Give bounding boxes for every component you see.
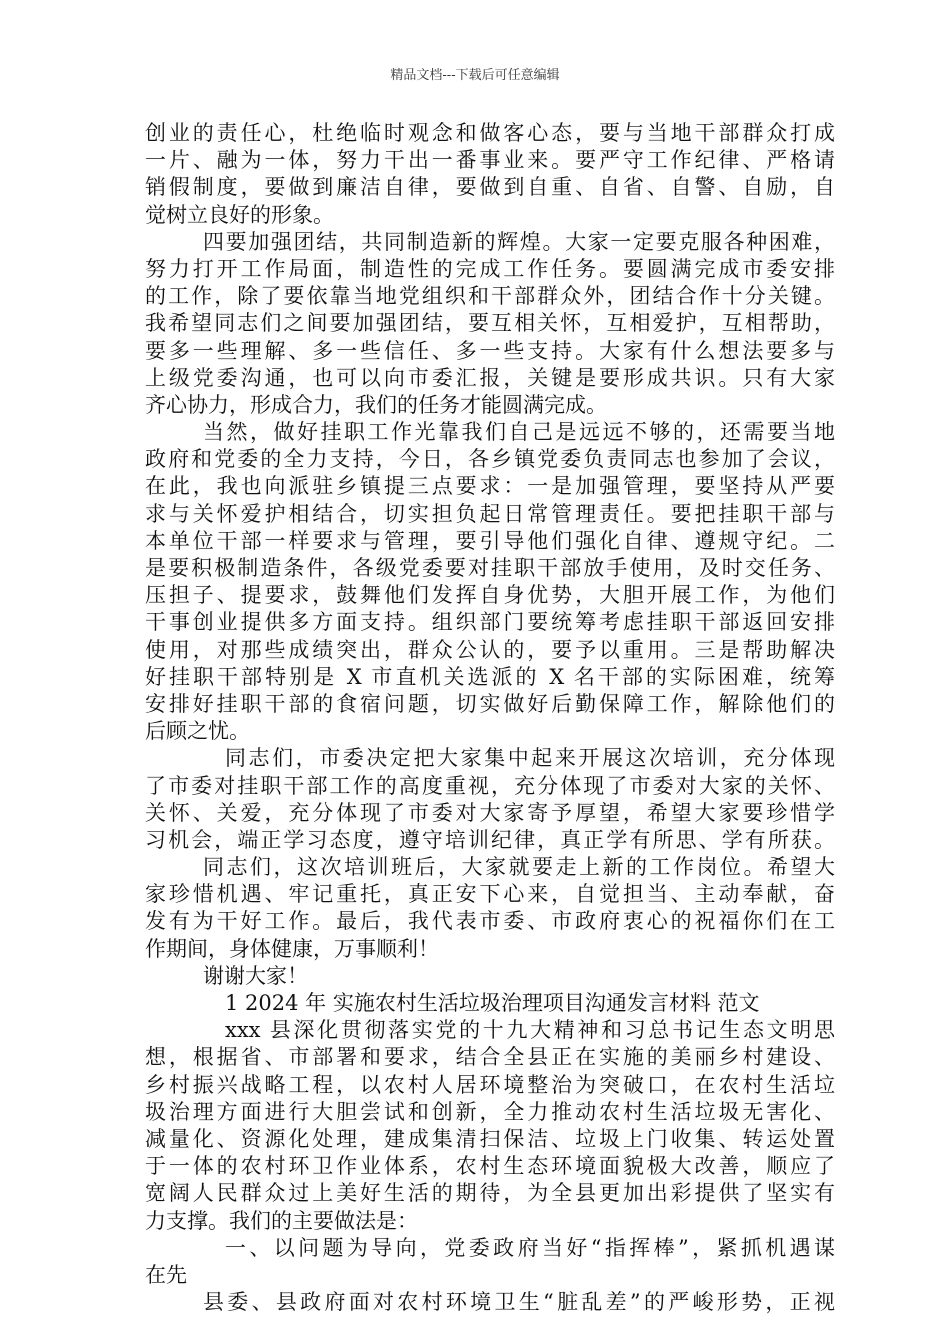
text-line: 想，根据省、市部署和要求，结合全县正在实施的美丽乡村建设、 (145, 1045, 835, 1070)
text-line: 我希望同志们之间要加强团结，要互相关怀，互相爱护，互相帮助， (145, 311, 835, 336)
paragraph-start-line: 同志们，市委决定把大家集中起来开展这次培训，充分体现 (225, 746, 835, 771)
page-header: 精品文档---下载后可任意编辑 (390, 68, 560, 83)
text-line: 圾治理方面进行大胆尝试和创新，全力推动农村生活垃圾无害化、 (145, 1099, 835, 1124)
text-line: 在此，我也向派驻乡镇提三点要求：一是加强管理，要坚持从严要 (145, 474, 835, 499)
text-line: 要多一些理解、多一些信任、多一些支持。大家有什么想法要多与 (145, 338, 835, 363)
text-line: 家珍惜机遇、牢记重托，真正安下心来，自觉担当、主动奉献，奋 (145, 882, 835, 907)
text-line: 觉树立良好的形象。 (145, 202, 334, 227)
paragraph-start-line: 当然，做好挂职工作光靠我们自己是远远不够的，还需要当地 (203, 420, 835, 445)
text-line: 的工作，除了要依靠当地党组织和干部群众外，团结合作十分关键。 (145, 284, 835, 309)
text-line: 求与关怀爱护相结合，切实担负起日常管理责任。要把挂职干部与 (145, 501, 835, 526)
text-line: 销假制度，要做到廉洁自律，要做到自重、自省、自警、自励，自 (145, 175, 835, 200)
text-line: 发有为干好工作。最后，我代表市委、市政府衷心的祝福你们在工 (145, 909, 835, 934)
text-line: 习机会，端正学习态度，遵守培训纪律，真正学有所思、学有所获。 (145, 827, 835, 852)
text-line: 于一体的农村环卫作业体系，农村生态环境面貌极大改善，顺应了 (145, 1154, 835, 1179)
text-line: 使用，对那些成绩突出，群众公认的，要予以重用。三是帮助解决 (145, 637, 835, 662)
text-line: 一片、融为一体，努力干出一番事业来。要严守工作纪律、严格请 (145, 148, 835, 173)
closing-line: 谢谢大家！ (203, 963, 308, 988)
text-line: 减量化、资源化处理，建成集清扫保洁、垃圾上门收集、转运处置 (145, 1126, 835, 1151)
text-line: 乡村振兴战略工程，以农村人居环境整治为突破口，在农村生活垃 (145, 1072, 835, 1097)
text-line: 努力打开工作局面，制造性的完成工作任务。要圆满完成市委安排 (145, 256, 835, 281)
paragraph-start-line: 四要加强团结，共同制造新的辉煌。大家一定要克服各种困难， (203, 229, 835, 254)
text-line: 宽阔人民群众过上美好生活的期待，为全县更加出彩提供了坚实有 (145, 1181, 835, 1206)
text-line: 齐心协力，形成合力，我们的任务才能圆满完成。 (145, 392, 607, 417)
text-line: 政府和党委的全力支持，今日，各乡镇党委负责同志也参加了会议， (145, 447, 835, 472)
text-line: 后顾之忧。 (145, 719, 250, 744)
text-line: 上级党委沟通，也可以向市委汇报，关键是要形成共识。只有大家 (145, 365, 835, 390)
text-line: 干事创业提供多方面支持。组织部门要统筹考虑挂职干部返回安排 (145, 610, 835, 635)
paragraph-start-line: 同志们，这次培训班后，大家就要走上新的工作岗位。希望大 (203, 855, 835, 880)
paragraph-start-line: xxx 县深化贯彻落实党的十九大精神和习总书记生态文明思 (225, 1018, 835, 1043)
text-line: 力支撑。我们的主要做法是： (145, 1208, 418, 1233)
subheading-line: 在先 (145, 1262, 187, 1287)
document-body (145, 120, 835, 1316)
paragraph-start-line: 县委、县政府面对农村环境卫生“脏乱差”的严峻形势，正视 (203, 1290, 835, 1315)
text-line: 好挂职干部特别是 X 市直机关选派的 X 名干部的实际困难，统筹 (145, 664, 835, 689)
text-line: 作期间，身体健康，万事顺利！ (145, 936, 439, 961)
text-line: 是要积极制造条件，各级党委要对挂职干部放手使用，及时交任务、 (145, 556, 835, 580)
text-line: 安排好挂职干部的食宿问题，切实做好后勤保障工作，解除他们的 (145, 691, 835, 716)
subheading-line: 一、以问题为导向，党委政府当好“指挥棒”，紧抓机遇谋 (225, 1235, 835, 1260)
text-line: 本单位干部一样要求与管理，要引导他们强化自律、遵规守纪。二 (145, 528, 835, 553)
text-line: 关怀、关爱，充分体现了市委对大家寄予厚望，希望大家要珍惜学 (145, 800, 835, 825)
text-line: 压担子、提要求，鼓舞他们发挥自身优势，大胆开展工作，为他们 (145, 583, 835, 608)
section-title: 1 2024 年 实施农村生活垃圾治理项目沟通发言材料 范文 (225, 991, 760, 1015)
text-line: 了市委对挂职干部工作的高度重视，充分体现了市委对大家的关怀、 (145, 773, 835, 798)
text-line: 创业的责任心，杜绝临时观念和做客心态，要与当地干部群众打成 (145, 121, 835, 145)
